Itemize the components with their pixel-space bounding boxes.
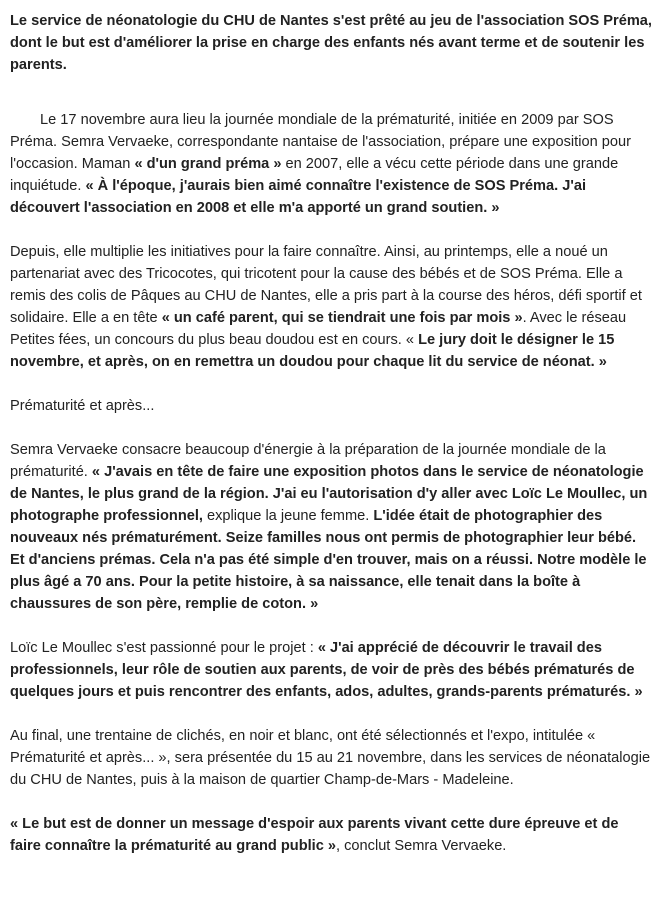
text-run: explique la jeune femme. — [202, 508, 374, 524]
article-lead: Le service de néonatologie du CHU de Nantes s'est prêté au jeu de l'association SOS Préma, dont le but est d'améliorer la prise en charge des enfants nés avant terme et de soutenir les parents. — [10, 13, 652, 73]
bold-quote: L'idée était de photographier des nouveaux nés prématurément. Seize familles nous ont permis de photographier leur bébé. Et d'anciens prémas. Cela n'a pas été simple d'en trouver, mais on a réussi. Notre modèle le plus âgé a 70 ans. Pour la petite histoire, à sa naissance, elle tenait dans la boîte à chaussures de son père, remplie de coton. » — [10, 508, 647, 612]
bold-quote: « À l'époque, j'aurais bien aimé connaître l'existence de SOS Préma. J'ai découvert l'association en 2008 et elle m'a apporté un grand soutien. » — [10, 178, 587, 216]
bold-quote: « J'ai apprécié de découvrir le travail des professionnels, leur rôle de soutien aux parents, de voir de près des bébés prématurés de quelques jours et puis rencontrer des enfants, ados, adultes, grands-parents prématurés. » — [10, 640, 643, 700]
text-run: Semra Vervaeke consacre beaucoup d'énergie à la préparation de la journée mondiale de la prématurité. — [10, 442, 606, 480]
paragraph-final: Au final, une trentaine de clichés, en noir et blanc, ont été sélectionnés et l'expo, intitulée « Prématurité et après... », sera présentée du 15 au 21 novembre, dans les services de néonatalogie du CHU de Nantes, puis à la maison de quartier Champ-de-Mars - Madeleine. — [10, 728, 651, 788]
text-run: , conclut Semra Vervaeke. — [336, 838, 507, 854]
paragraph-intro — [10, 109, 652, 219]
bold-quote: Le jury doit le désigner le 15 novembre, et après, on en remettra un doudou pour chaque lit du service de néonat. » — [10, 332, 615, 370]
bold-quote: « Le but est de donner un message d'espoir aux parents vivant cette dure épreuve et de faire connaître la prématurité au grand public » — [10, 816, 619, 854]
text-run: Depuis, elle multiplie les initiatives pour la faire connaître. Ainsi, au printemps, elle a noué un partenariat avec des Tricocotes, qui tricotent pour la cause des bébés et de SOS Préma. Elle a remis des colis de Pâques au CHU de Nantes, elle a pris part à la course des héros, défi sportif et solidaire. Elle a en tête — [10, 244, 642, 326]
section-subheading: Prématurité et après... — [10, 398, 155, 414]
bold-quote: « un café parent, qui se tiendrait une fois par mois » — [161, 310, 523, 326]
bold-quote: « d'un grand préma » — [134, 156, 282, 172]
paragraph-photographer — [10, 637, 652, 703]
text-run: Le 17 novembre aura lieu la journée mondiale de la prématurité, initiée en 2009 par SOS Préma. Semra Vervaeke, correspondante nantaise de l'association, prépare une exposition pour l'occasion. Maman — [10, 112, 631, 172]
bold-quote: « J'avais en tête de faire une exposition photos dans le service de néonatologie de Nantes, le plus grand de la région. J'ai eu l'autorisation d'y aller avec Loïc Le Moullec, un photographe professionnel, — [10, 464, 648, 524]
paragraph-exhibition — [10, 439, 652, 615]
text-run: . Avec le réseau Petites fées, un concours du plus beau doudou est en cours. « — [10, 310, 627, 348]
paragraph-initiatives — [10, 241, 652, 373]
text-run: Loïc Le Moullec s'est passionné pour le projet : — [10, 640, 318, 656]
article-body — [10, 0, 652, 857]
paragraph-conclusion — [10, 813, 652, 857]
text-run: en 2007, elle a vécu cette période dans une grande inquiétude. — [10, 156, 619, 194]
